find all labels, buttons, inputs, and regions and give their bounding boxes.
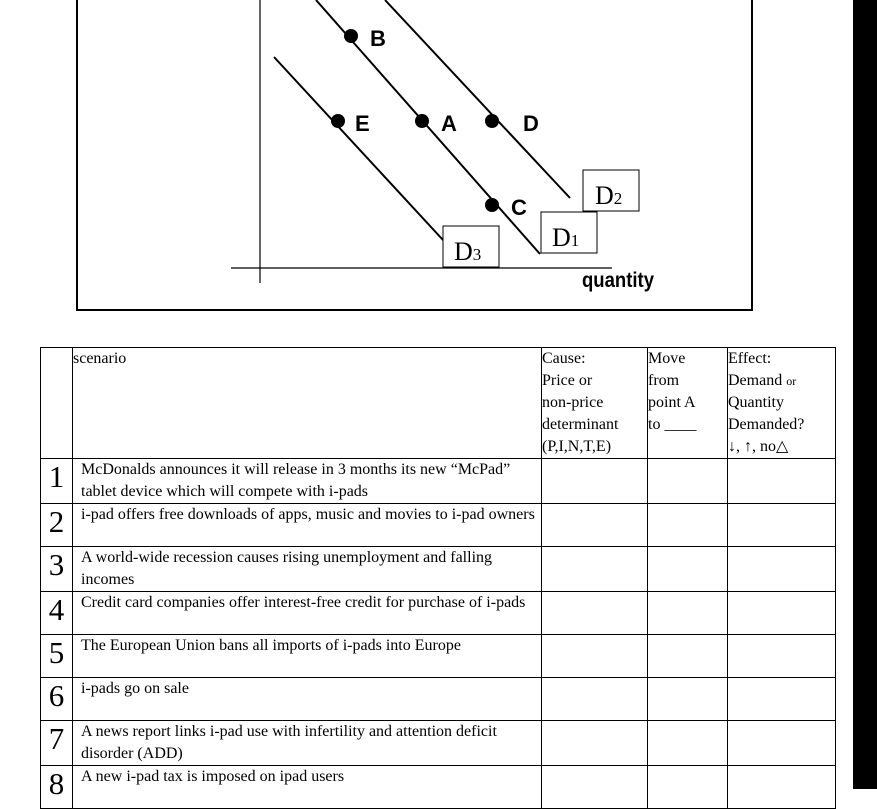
table-row [41, 592, 836, 635]
point-b-label: B [370, 26, 386, 51]
scenario-header: scenario [73, 348, 542, 459]
table-row [41, 635, 836, 678]
effect-answer-cell[interactable] [728, 504, 836, 547]
row-number: 8 [41, 766, 73, 809]
effect-answer-cell[interactable] [728, 635, 836, 678]
table-header-row [41, 348, 836, 459]
effect-answer-cell[interactable] [728, 459, 836, 504]
move-answer-cell[interactable] [648, 678, 728, 721]
cause-answer-cell[interactable] [542, 592, 648, 635]
point-e [331, 114, 345, 128]
scenario-text: McDonalds announces it will release in 3 months its new “McPad” tablet device which will compete with i-pads [73, 459, 542, 504]
scenario-text: i-pads go on sale [73, 678, 542, 721]
move-header: Move from point A to ____ [648, 348, 728, 459]
row-number: 7 [41, 721, 73, 766]
curve-d3-label: D3 [454, 237, 482, 266]
table-row [41, 547, 836, 592]
move-answer-cell[interactable] [648, 547, 728, 592]
demand-curve-d3 [274, 57, 443, 240]
table-row [41, 766, 836, 809]
effect-answer-cell[interactable] [728, 678, 836, 721]
effect-answer-cell[interactable] [728, 721, 836, 766]
point-c-label: C [511, 195, 527, 220]
table-row [41, 721, 836, 766]
point-d [485, 114, 499, 128]
point-d-label: D [523, 111, 539, 136]
cause-answer-cell[interactable] [542, 459, 648, 504]
row-number: 4 [41, 592, 73, 635]
point-e-label: E [355, 111, 370, 136]
row-number: 2 [41, 504, 73, 547]
table-row [41, 678, 836, 721]
quantity-axis-label: quantity [582, 269, 655, 292]
scenario-text: i-pad offers free downloads of apps, music and movies to i-pad owners [73, 504, 542, 547]
move-answer-cell[interactable] [648, 721, 728, 766]
demand-graph [0, 0, 877, 320]
cause-answer-cell[interactable] [542, 504, 648, 547]
graph-frame [77, 0, 752, 310]
number-header [41, 348, 73, 459]
point-b [344, 29, 358, 43]
move-answer-cell[interactable] [648, 766, 728, 809]
row-number: 5 [41, 635, 73, 678]
cause-answer-cell[interactable] [542, 547, 648, 592]
cause-answer-cell[interactable] [542, 635, 648, 678]
effect-answer-cell[interactable] [728, 547, 836, 592]
move-answer-cell[interactable] [648, 504, 728, 547]
cause-header: Cause: Price or non-price determinant (P,I,N,T,E) [542, 348, 648, 459]
scenario-text: Credit card companies offer interest-free credit for purchase of i-pads [73, 592, 542, 635]
effect-header: Effect: Demand or Quantity Demanded? ↓, ↑, no△ [728, 348, 836, 459]
row-number: 6 [41, 678, 73, 721]
point-a [415, 114, 429, 128]
cause-answer-cell[interactable] [542, 678, 648, 721]
demand-curve-d2 [385, 0, 570, 198]
row-number: 1 [41, 459, 73, 504]
curve-d2-label: D2 [595, 181, 623, 210]
cause-answer-cell[interactable] [542, 721, 648, 766]
point-a-label: A [441, 111, 457, 136]
table-row [41, 459, 836, 504]
move-answer-cell[interactable] [648, 635, 728, 678]
scenario-text: A new i-pad tax is imposed on ipad users [73, 766, 542, 809]
move-answer-cell[interactable] [648, 592, 728, 635]
curve-d1-label: D1 [552, 223, 580, 252]
scenario-table [40, 347, 836, 809]
scenario-text: A world-wide recession causes rising unemployment and falling incomes [73, 547, 542, 592]
point-c [485, 198, 499, 212]
scenario-text: A news report links i-pad use with infertility and attention deficit disorder (ADD) [73, 721, 542, 766]
cause-answer-cell[interactable] [542, 766, 648, 809]
effect-answer-cell[interactable] [728, 766, 836, 809]
row-number: 3 [41, 547, 73, 592]
scenario-text: The European Union bans all imports of i-pads into Europe [73, 635, 542, 678]
move-answer-cell[interactable] [648, 459, 728, 504]
table-row [41, 504, 836, 547]
effect-answer-cell[interactable] [728, 592, 836, 635]
